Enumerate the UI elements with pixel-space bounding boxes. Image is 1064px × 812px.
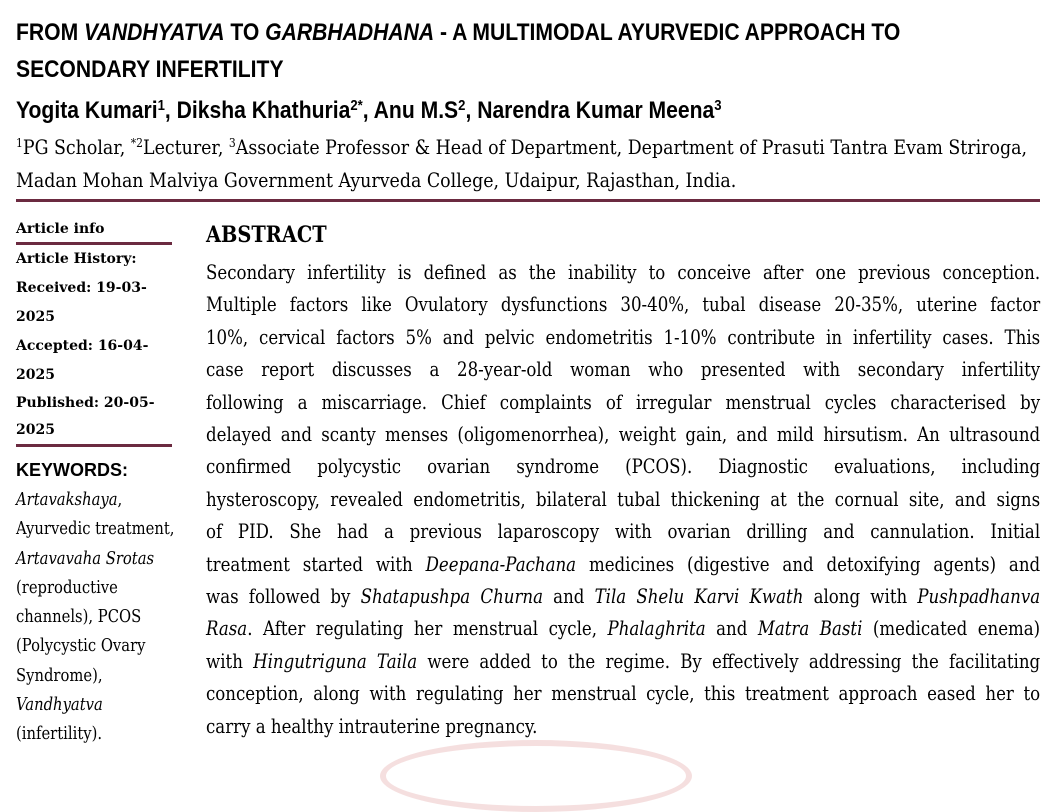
abstract-text: were added to the regime. By effectively addressing the facilitating xyxy=(417,648,1041,673)
header-divider xyxy=(16,199,1040,202)
author-mark: 1 xyxy=(157,97,165,114)
accepted-date: Accepted: 16-04-2025 xyxy=(16,338,149,383)
abstract-line: delayed and scanty menses (oligomenorrhea), weight gain, and mild hirsutism. An ultrasound xyxy=(206,422,1041,447)
abstract-text: was followed by xyxy=(206,584,361,609)
affiliation-role: Associate Professor & Head of Department, Department of Prasuti Tantra Evam Striroga, xyxy=(235,135,1027,159)
keywords-list xyxy=(16,485,180,749)
keyword-text: (reproductive channels), PCOS (Polycystic Ovary Syndrome), xyxy=(16,576,146,686)
abstract-text: and xyxy=(705,616,758,641)
article-history-label: Article History: xyxy=(16,251,137,267)
keyword: Artavakshaya xyxy=(16,489,118,510)
sidebar xyxy=(16,218,176,749)
abstract-line: carry a healthy intrauterine pregnancy. xyxy=(206,713,538,738)
abstract-body xyxy=(206,256,1040,742)
abstract-line xyxy=(206,612,1040,644)
abstract-text: treatment started with xyxy=(206,551,426,576)
paper-title xyxy=(16,14,1037,88)
abstract-line: hysteroscopy, revealed endometritis, bilateral tubal thickening at the cornual site, and signs xyxy=(206,486,1041,511)
abstract-term: Rasa xyxy=(206,616,248,641)
title-text: - A MULTIMODAL AYURVEDIC APPROACH TO SECONDARY INFERTILITY xyxy=(16,19,901,83)
affiliation-role: PG Scholar, xyxy=(22,135,131,159)
affiliation-line-1 xyxy=(16,131,1043,164)
abstract-term: Hingutriguna Taila xyxy=(253,648,418,673)
abstract-term: Deepana-Pachana xyxy=(425,551,577,576)
keywords-heading: KEYWORDS: xyxy=(16,460,128,480)
abstract-text: . After regulating her menstrual cycle, xyxy=(247,616,608,641)
affiliation-line-2: Madan Mohan Malviya Government Ayurveda College, Udaipur, Rajasthan, India. xyxy=(16,168,737,192)
abstract-term: Tila Shelu Karvi Kwath xyxy=(594,584,804,609)
abstract-line xyxy=(206,548,1040,580)
abstract-line: conception, along with regulating her menstrual cycle, this treatment approach eased her to xyxy=(206,681,1041,706)
abstract-term: Pushpadhanva xyxy=(917,584,1041,609)
abstract-term: Phalaghrita xyxy=(607,616,706,641)
abstract-text: (medicated enema) xyxy=(862,616,1041,641)
received-date: Received: 19-03-2025 xyxy=(16,280,147,325)
abstract-line: Multiple factors like Ovulatory dysfunctions 30-40%, tubal disease 20-35%, uterine factor xyxy=(206,292,1041,317)
abstract-text: and xyxy=(542,584,595,609)
title-text: FROM xyxy=(16,19,85,46)
abstract-line: following a miscarriage. Chief complaints of irregular menstrual cycles characterised by xyxy=(206,389,1041,414)
affiliations xyxy=(16,131,1043,197)
author-name: Anu M.S xyxy=(373,97,459,124)
abstract-heading: ABSTRACT xyxy=(206,222,327,248)
title-term-vandhyatva: VANDHYATVA xyxy=(84,19,225,46)
abstract-line xyxy=(206,645,1040,677)
abstract-term: Shatapushpa Churna xyxy=(360,584,543,609)
affiliation-mark: *2 xyxy=(130,135,144,151)
keyword: Vandhyatva xyxy=(16,694,103,716)
abstract-line: of PID. She had a previous laparoscopy with ovarian drilling and cannulation. Initial xyxy=(206,519,1041,544)
author-mark: 3 xyxy=(714,97,722,114)
article-info-heading: Article info xyxy=(16,218,172,245)
author-name: Diksha Khathuria xyxy=(176,97,351,124)
abstract-line: confirmed polycystic ovarian syndrome (PCOS). Diagnostic evaluations, including xyxy=(206,454,1041,479)
author-mark: 2* xyxy=(350,97,363,114)
published-date: Published: 20-05-2025 xyxy=(16,390,172,447)
abstract-line: Secondary infertility is defined as the inability to conceive after one previous conception. xyxy=(206,260,1041,284)
keyword-text: , Ayurvedic treatment, xyxy=(16,489,175,540)
author-list: Yogita Kumari$^1$, Diksha Khathuria$^{2*}$, Anu $M.S^2$, Narendra Kumar Meena$^3$ xyxy=(16,97,722,124)
author-name: Yogita Kumari xyxy=(16,97,158,124)
affiliation-mark: 1 xyxy=(16,135,23,151)
affiliation-role: Lecturer, xyxy=(143,135,229,159)
keyword: Artavavaha Srotas xyxy=(16,547,155,569)
abstract-text: medicines (digestive and detoxifying agents) and xyxy=(576,551,1041,576)
keyword-text: (infertility). xyxy=(16,723,103,745)
watermark-seal xyxy=(380,740,692,812)
author-mark: 2 xyxy=(458,97,466,114)
abstract-term: Matra Basti xyxy=(757,616,863,641)
author-name: Narendra Kumar Meena xyxy=(477,97,715,124)
abstract-line xyxy=(206,580,1040,612)
abstract-line: case report discusses a 28-year-old woman who presented with secondary infertility xyxy=(206,357,1041,382)
abstract-line: 10%, cervical factors 5% and pelvic endometritis 1-10% contribute in infertility cases. This xyxy=(206,324,1041,349)
abstract-text: with xyxy=(206,648,254,673)
abstract-text: along with xyxy=(803,584,918,609)
title-text: TO xyxy=(224,19,266,46)
affiliation-mark: 3 xyxy=(228,135,236,151)
title-term-garbhadhana: GARBHADHANA xyxy=(265,19,435,46)
